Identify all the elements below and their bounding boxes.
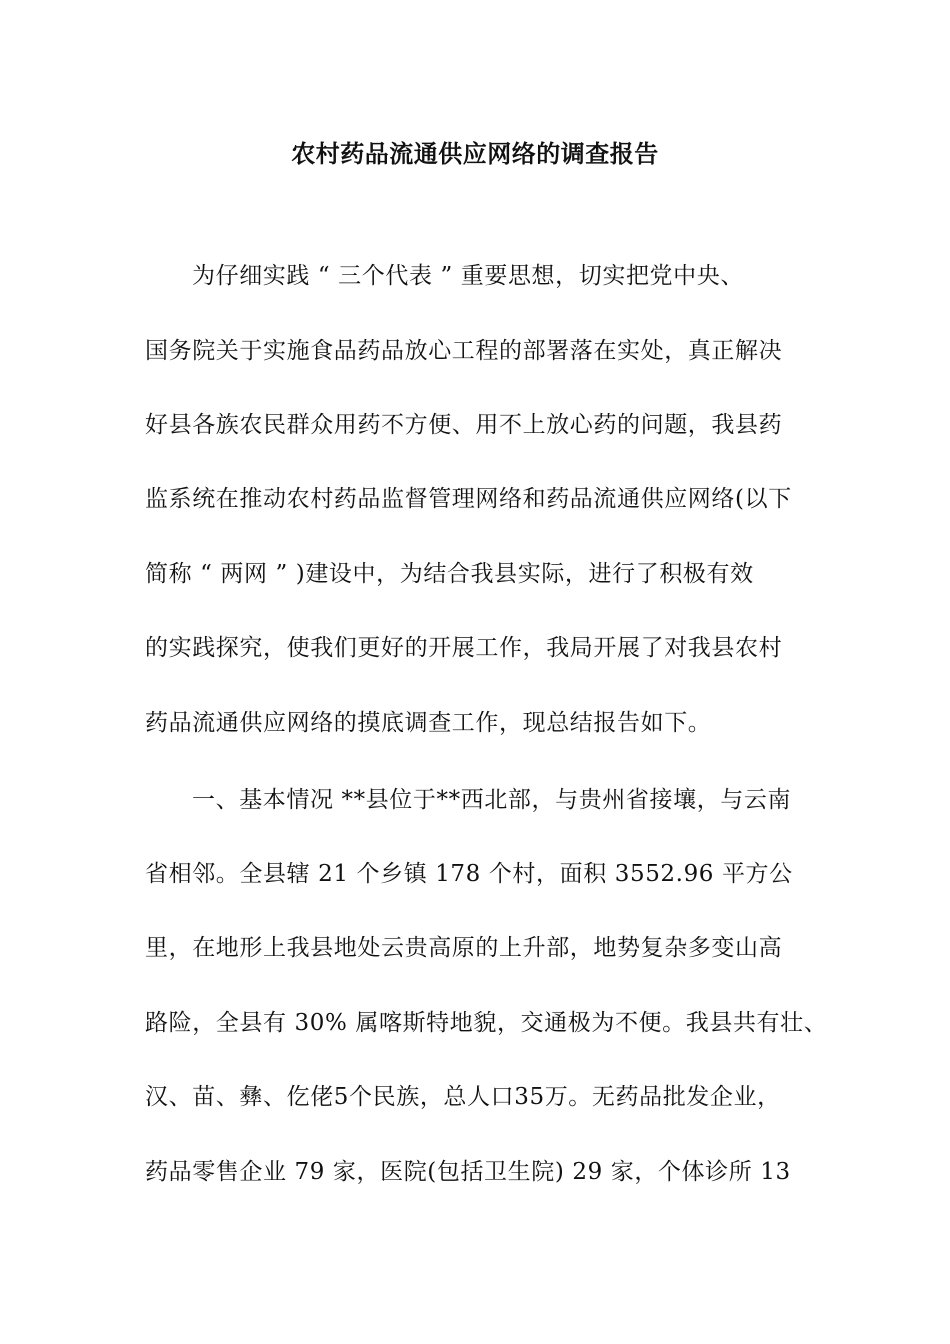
paragraph-1-line-1: 为仔细实践 “ 三个代表 ” 重要思想，切实把党中央、	[192, 263, 744, 289]
paragraph-2-line-6: 药品零售企业 79 家，医院(包括卫生院) 29 家，个体诊所 13	[145, 1159, 791, 1185]
paragraph-1-line-5: 简称 “ 两网 ” )建设中，为结合我县实际，进行了积极有效	[145, 561, 754, 587]
paragraph-2-line-1: 一、基本情况 **县位于**西北部，与贵州省接壤，与云南	[192, 787, 792, 813]
paragraph-1-line-3: 好县各族农民群众用药不方便、用不上放心药的问题，我县药	[145, 412, 783, 438]
paragraph-2-line-2: 省相邻。全县辖 21 个乡镇 178 个村，面积 3552.96 平方公	[145, 861, 793, 887]
document-title: 农村药品流通供应网络的调查报告	[291, 139, 659, 168]
paragraph-1-line-2: 国务院关于实施食品药品放心工程的部署落在实处，真正解决	[145, 338, 783, 364]
paragraph-2-line-5: 汉、苗、彝、仡佬5个民族，总人口35万。无药品批发企业，	[145, 1084, 781, 1110]
paragraph-1-line-4: 监系统在推动农村药品监督管理网络和药品流通供应网络(以下	[145, 486, 792, 512]
paragraph-2-line-3: 里，在地形上我县地处云贵高原的上升部，地势复杂多变山高	[145, 935, 783, 961]
paragraph-2-line-4: 路险，全县有 30% 属喀斯特地貌，交通极为不便。我县共有壮、	[145, 1010, 828, 1036]
paragraph-1-line-6: 的实践探究，使我们更好的开展工作，我局开展了对我县农村	[145, 635, 783, 661]
paragraph-1-line-7: 药品流通供应网络的摸底调查工作，现总结报告如下。	[145, 710, 712, 736]
